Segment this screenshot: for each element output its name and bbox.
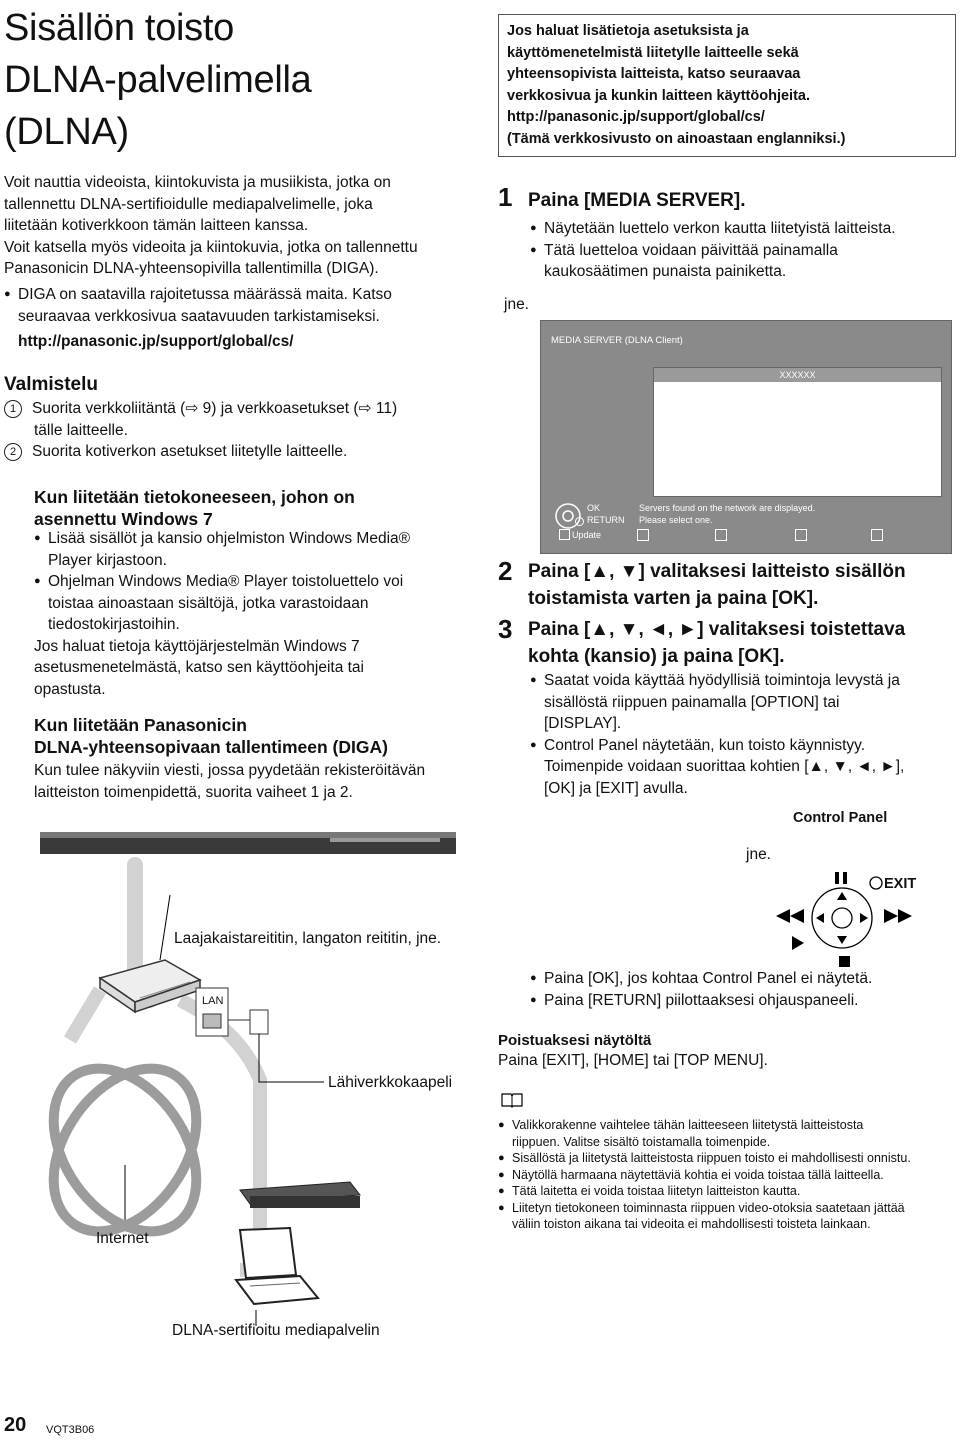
list-item: ● Lisää sisällöt ja kansio ohjelmiston Windows Media® Player kirjastoon.: [34, 528, 464, 571]
notes-list: [498, 1117, 958, 1233]
info-box: Jos haluat lisätietoja asetuksista ja käyttömenetelmistä liitetylle laitteelle sekä yhteensopivista laitteista, katso seuraavaa verkkosivua ja kunkin laitteen käyttöohjeita. http://panasonic.jp/support/global/cs/ (Tämä verkkosivusto on ainoastaan englanniksi.): [498, 14, 956, 157]
diga-note: ● DIGA on saatavilla rajoitetussa määrässä maita. Katso seuraavaa verkkosivua saatavuuden tarkistamiseksi. http://panasonic.jp/support/global/cs/: [4, 284, 478, 353]
ok-label: OK: [587, 503, 601, 513]
step-3-bullets: [530, 670, 950, 799]
screen-message-2: Please select one.: [639, 515, 713, 525]
prep-item: 2 Suorita kotiverkon asetukset liitetylle laitteelle.: [4, 441, 474, 463]
color-key-yellow-icon: [715, 529, 727, 541]
internet-globe-icon: [24, 1042, 226, 1258]
list-item: ● Tätä laitetta ei voida toistaa liitetyn laitteiston kautta.: [498, 1183, 958, 1200]
exit-text: Paina [EXIT], [HOME] tai [TOP MENU].: [498, 1052, 768, 1069]
jne-label: jne.: [504, 296, 529, 313]
step-1-bullets: [530, 218, 950, 283]
list-item: ● Control Panel näytetään, kun toisto käynnistyy. Toimenpide voidaan suorittaa kohtien [▲, ▼, ◄, ►], [OK] ja [EXIT] avulla.: [530, 735, 950, 800]
update-key-icon: [559, 529, 570, 540]
color-key-green-icon: [637, 529, 649, 541]
page-number: 20: [4, 1414, 27, 1436]
list-item: ● Saatat voida käyttää hyödyllisiä toimintoja levystä ja sisällöstä riippuen painamalla [OPTION] tai [DISPLAY].: [530, 670, 950, 735]
exit-icon: [870, 877, 882, 889]
control-panel-bullets: [530, 968, 950, 1011]
windows-section: ● Lisää sisällöt ja kansio ohjelmiston Windows Media® Player kirjastoon. ● Ohjelman Windows Media® Player toistoluettelo voi toistaa ainoastaan sisältöjä, jotka varastoidaan tiedostokirjastoihin. Jos haluat tietoja käyttöjärjestelmän Windows 7 asetusmenetelmästä, katso sen käyttöohjeita tai opastusta.: [34, 528, 464, 700]
list-item: ● Näytetään luettelo verkon kautta liitetyistä laitteista.: [530, 218, 950, 240]
list-item: ● Tätä luetteloa voidaan päivittää painamalla kaukosäätimen punaista painiketta.: [530, 240, 950, 283]
exit-heading: Poistuaksesi näytöltä: [498, 1032, 652, 1049]
step-3: 3 Paina [▲, ▼, ◄, ►] valitaksesi toistettava kohta (kansio) ja paina [OK].: [498, 614, 906, 667]
stop-icon: [839, 956, 850, 967]
lan-label: LAN: [202, 995, 224, 1007]
step-2: 2 Paina [▲, ▼] valitaksesi laitteisto sisällön toistamista varten ja paina [OK].: [498, 556, 906, 609]
color-key-blue-icon: [795, 529, 807, 541]
list-item: ● Sisällöstä ja liitetystä laitteistosta riippuen toisto ei mahdollisesti onnistu.: [498, 1150, 958, 1167]
fast-forward-icon: [884, 909, 912, 923]
list-item: ● Näytöllä harmaana näytettäviä kohtia ei voida toistaa tällä laitteella.: [498, 1167, 958, 1184]
windows-heading: Kun liitetään tietokoneeseen, johon on asennettu Windows 7: [34, 487, 355, 529]
blu-ray-player-illustration: [40, 832, 456, 854]
list-item: ● Paina [OK], jos kohtaa Control Panel ei näytetä.: [530, 968, 950, 990]
list-item: ● Valikkorakenne vaihtelee tähän laitteeseen liitetystä laitteistosta riippuen. Valitse sisältö toistamalla toimenpide.: [498, 1117, 958, 1150]
internet-label: Internet: [96, 1230, 149, 1247]
prep-list: 1 Suorita verkkoliitäntä (⇨ 9) ja verkkoasetukset (⇨ 11) tälle laitteelle. 2 Suorita kotiverkon asetukset liitetylle laitteelle.: [4, 398, 474, 463]
screen-title: MEDIA SERVER (DLNA Client): [551, 335, 683, 346]
exit-label: EXIT: [884, 876, 917, 892]
list-item: ● Paina [RETURN] piilottaaksesi ohjauspaneeli.: [530, 990, 950, 1012]
list-item: ● Ohjelman Windows Media® Player toistoluettelo voi toistaa ainoastaan sisältöjä, jotka varastoidaan tiedostokirjastoihin.: [34, 571, 464, 636]
diga-url: http://panasonic.jp/support/global/cs/: [18, 333, 294, 350]
doc-code: VQT3B06: [46, 1424, 95, 1436]
ok-ring-icon: [553, 501, 583, 531]
laptop-illustration: [236, 1228, 318, 1304]
return-label: RETURN: [587, 515, 625, 525]
jne-label-2: jne.: [746, 846, 771, 863]
step-1: 1 Paina [MEDIA SERVER].: [498, 182, 746, 212]
media-server-screen: [540, 320, 952, 554]
server-label: DLNA-sertifioitu mediapalvelin: [172, 1322, 380, 1339]
cable-label: Lähiverkkokaapeli: [328, 1074, 453, 1091]
list-item: ● Liitetyn tietokoneen toiminnasta riippuen video-otoksia saatetaan jättää väliin toiston aikana tai videoita ei mahdollisesti toisteta lainkaan.: [498, 1200, 958, 1233]
rewind-icon: [776, 909, 804, 923]
prep-item: 1 Suorita verkkoliitäntä (⇨ 9) ja verkkoasetukset (⇨ 11): [4, 398, 474, 420]
intro-text: Voit nauttia videoista, kiintokuvista ja musiikista, jotka on tallennettu DLNA-sertifioidulle mediapalvelimelle, joka liitetään kotiverkkoon tämän laitteen kanssa. Voit katsella myös videoita ja kiintokuvia, jotka on tallennettu Panasonicin DLNA-yhteensopivilla tallentimilla (DIGA).: [4, 174, 418, 277]
control-panel-label: Control Panel: [793, 810, 888, 826]
list-item[interactable]: XXXXXX: [654, 368, 941, 382]
server-list[interactable]: [653, 367, 942, 497]
prep-heading: Valmistelu: [4, 374, 98, 395]
diga-text: Kun tulee näkyviin viesti, jossa pyydetään rekisteröitävän laitteiston toimenpidettä, suorita vaiheet 1 ja 2.: [34, 762, 426, 801]
pause-icon: [835, 872, 839, 884]
update-label[interactable]: Update: [572, 530, 602, 540]
diga-heading: Kun liitetään Panasonicin DLNA-yhteensopivaan tallentimeen (DIGA): [34, 715, 388, 757]
play-icon: [792, 936, 804, 950]
screen-message-1: Servers found on the network are displayed.: [639, 503, 816, 513]
book-icon: [500, 1092, 524, 1108]
return-icon: [575, 517, 584, 526]
color-key-extra-icon: [871, 529, 883, 541]
page-title: Sisällön toisto DLNA-palvelimella (DLNA): [4, 7, 312, 153]
router-label: Laajakaistareititin, langaton reititin, jne.: [174, 930, 442, 947]
